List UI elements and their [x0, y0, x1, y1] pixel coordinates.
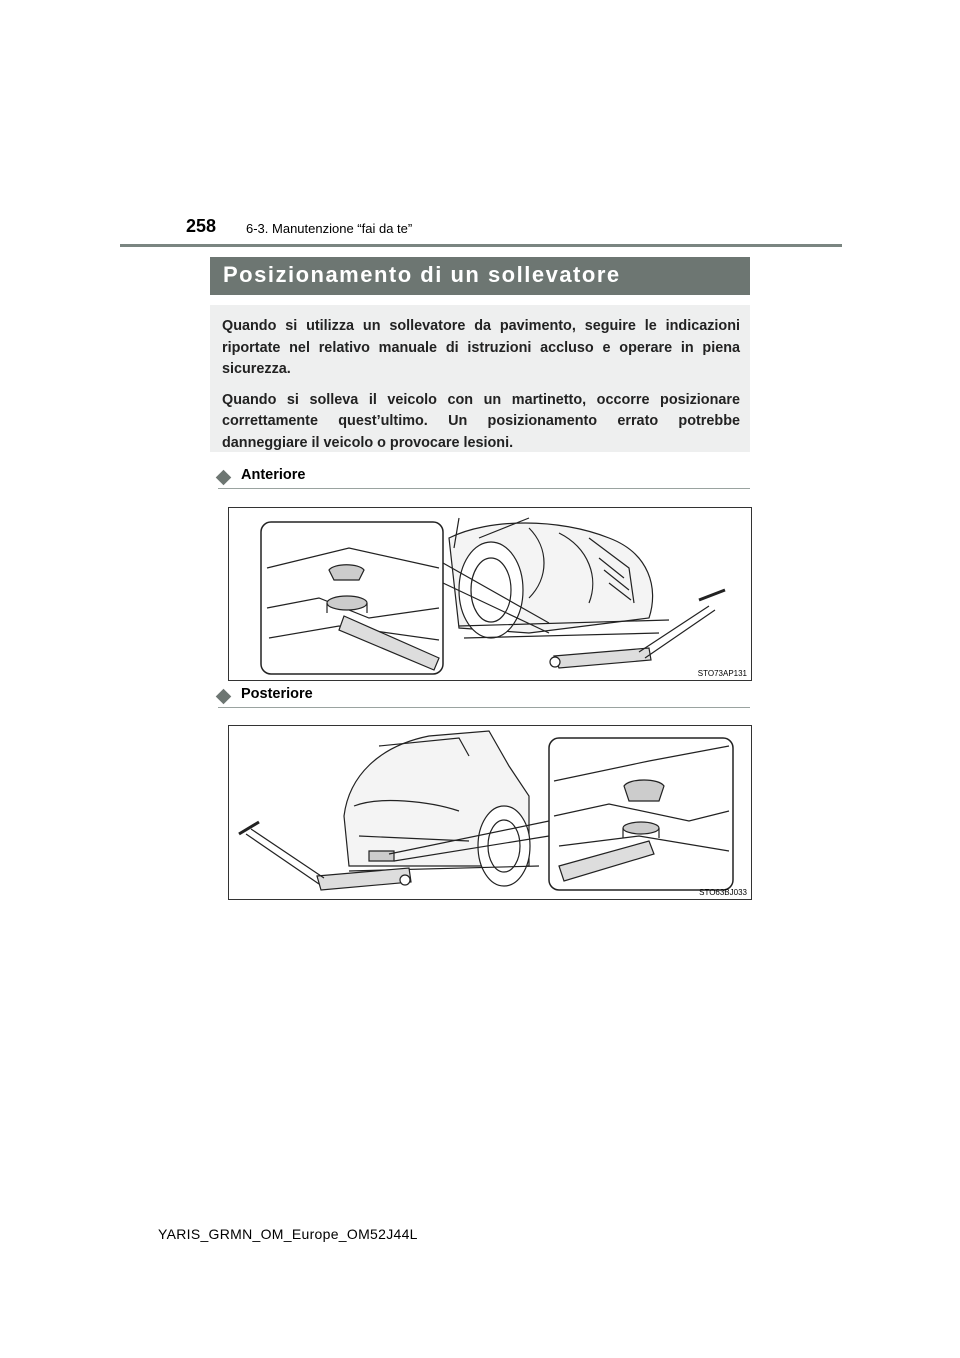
front-heading-label: Anteriore: [241, 467, 306, 483]
front-illustration-drawing: [229, 508, 751, 680]
front-figure-code: STO73AP131: [697, 669, 747, 678]
front-jack-illustration: [228, 507, 752, 681]
rear-jack-illustration: [228, 725, 752, 900]
section-header: 6-3. Manutenzione “fai da te”: [246, 221, 413, 236]
page-number: 258: [186, 216, 217, 236]
front-heading: [218, 466, 750, 489]
rear-illustration-drawing: [229, 726, 751, 899]
footer-document-id: YARIS_GRMN_OM_Europe_OM52J44L: [158, 1226, 418, 1242]
header-divider: [120, 244, 842, 247]
rear-heading: [218, 685, 750, 708]
diamond-icon: [216, 470, 232, 486]
rear-heading-label: Posteriore: [241, 686, 313, 702]
title-bar: [210, 257, 750, 295]
intro-box: [210, 305, 750, 452]
intro-paragraph-2: Quando si solleva il veicolo con un martinetto, occorre posizionare correttamente quest’ultimo. Un posizionamento errato potrebbe danneggiare il veicolo o provocare lesioni.: [222, 391, 740, 451]
intro-paragraph-1: Quando si utilizza un sollevatore da pavimento, seguire le indicazioni riportate nel relativo manuale di istruzioni accluso e operare in piena sicurezza.: [222, 318, 740, 377]
rear-figure-code: STO63BJ033: [699, 888, 747, 897]
diamond-icon: [216, 689, 232, 705]
page-title: Posizionamento di un sollevatore: [223, 262, 621, 287]
